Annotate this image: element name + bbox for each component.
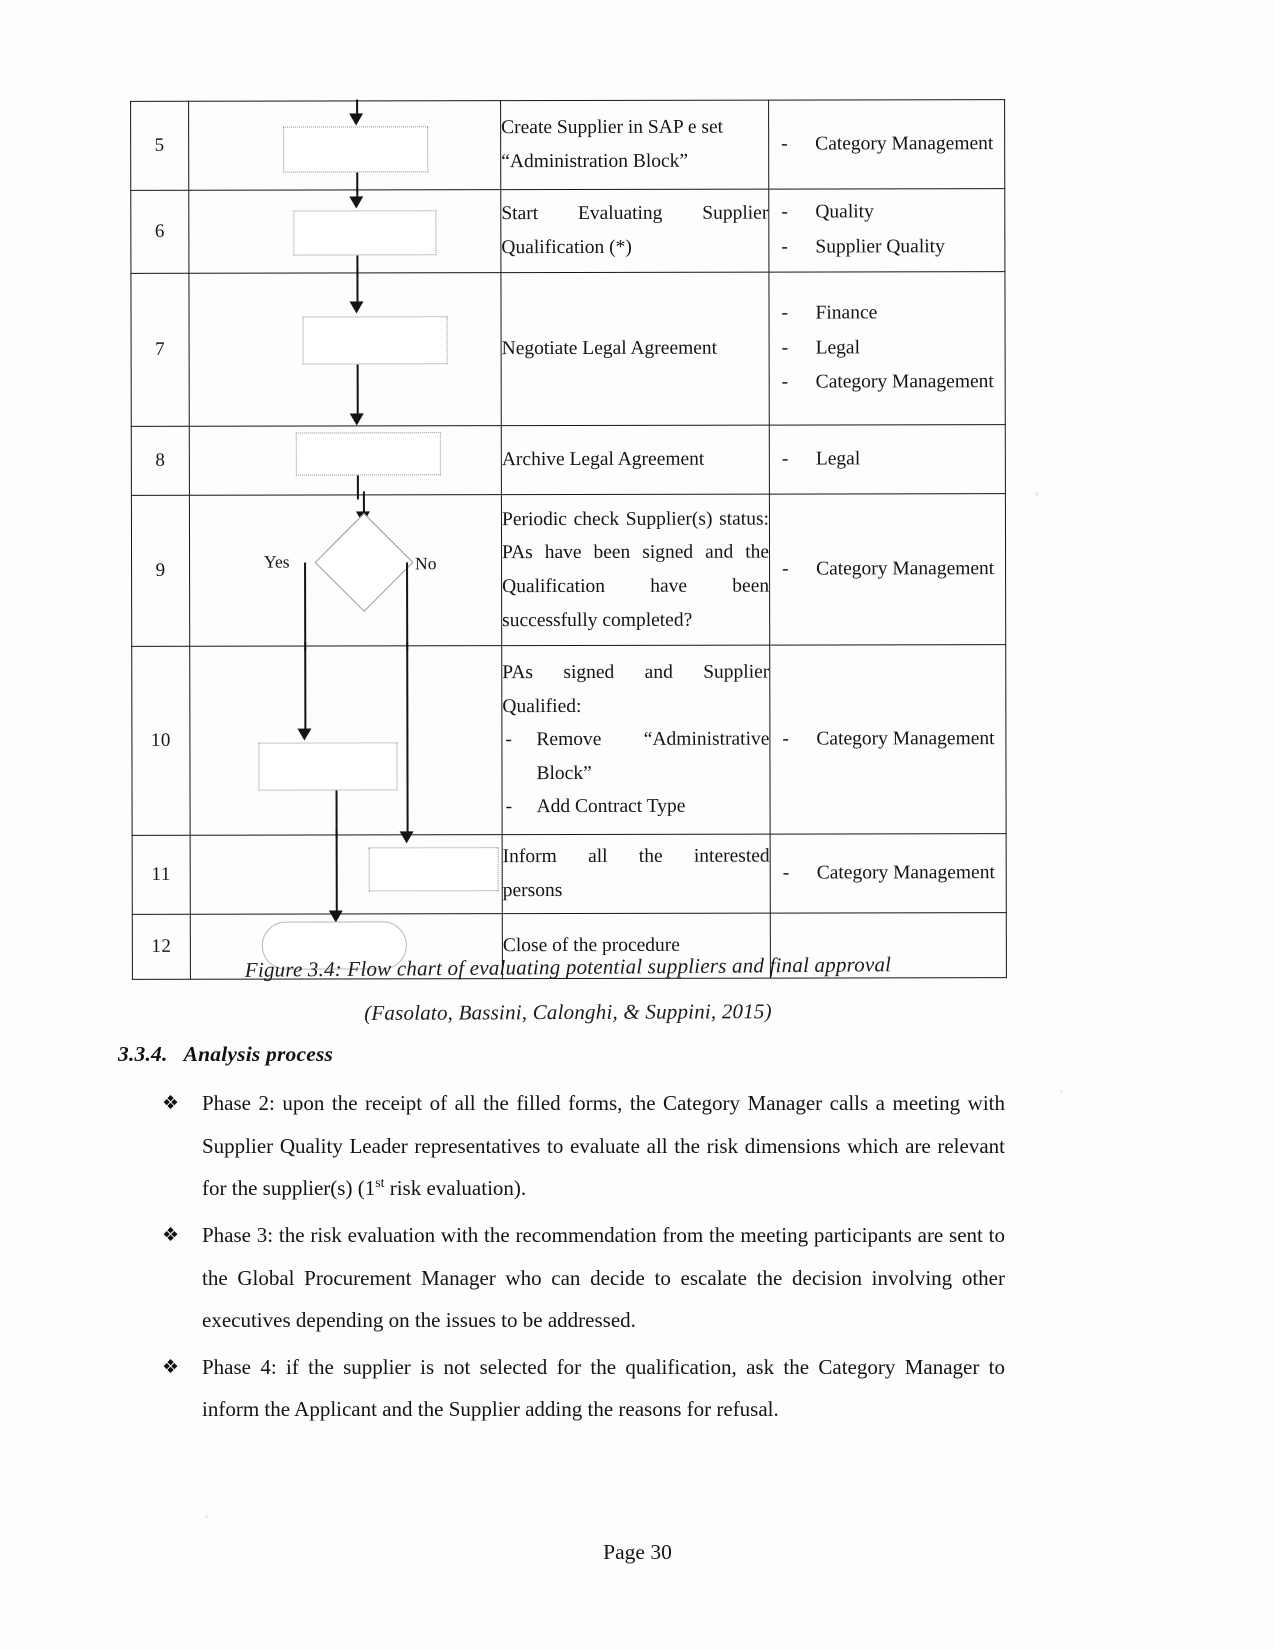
process-box-shape: [258, 742, 397, 790]
list-item: - Category Management: [770, 552, 1005, 587]
flowchart-cell-step-9: [189, 495, 501, 647]
section-title: Analysis process: [183, 1042, 334, 1066]
connector-line-no: [406, 562, 408, 650]
table-row: [132, 834, 1006, 915]
desc-line: Create Supplier in SAP e set: [501, 117, 724, 139]
connector-line: [336, 829, 338, 915]
desc-line: Close of the procedure: [502, 935, 680, 957]
step-description: [501, 189, 769, 273]
desc-line: Qualified:: [502, 695, 582, 717]
step-description: [502, 645, 770, 835]
diamond-bullet-icon: ❖: [162, 1224, 180, 1246]
process-box-shape: [369, 847, 499, 891]
arrowhead-icon: [350, 301, 364, 313]
desc-line: Start Evaluating Supplier: [501, 203, 769, 225]
connector-line: [304, 643, 306, 735]
list-item: - Remove “Administrative Block”: [502, 723, 769, 791]
step-number: 5: [131, 101, 189, 190]
responsible-parties: [769, 272, 1005, 425]
branch-label-yes: Yes: [264, 551, 290, 572]
table-row: [131, 425, 1005, 496]
phase-text-tail: risk evaluation).: [384, 1176, 527, 1201]
arrowhead-icon: [297, 729, 311, 741]
flowchart-cell-step-10: [190, 646, 502, 836]
desc-line: Qualification (*): [501, 236, 632, 259]
flowchart-cell-step-8: [189, 426, 501, 496]
process-box-shape: [283, 126, 428, 172]
step-number: 7: [131, 273, 189, 426]
desc-line: Negotiate Legal Agreement: [501, 337, 718, 360]
flowchart-cell-step-7: [189, 273, 501, 427]
responsible-parties: [769, 100, 1005, 189]
step-number: 8: [131, 426, 189, 495]
page-number-footer: Page 30: [603, 1540, 672, 1564]
table-row: [132, 645, 1006, 836]
list-item: - Add Contract Type: [503, 790, 770, 824]
table-row: [131, 494, 1005, 647]
step-description: [502, 834, 770, 914]
process-box-shape: [303, 316, 448, 364]
connector-line-no-branch: [406, 642, 408, 838]
process-box-shape: [296, 432, 441, 475]
list-item: - Supplier Quality: [769, 230, 1004, 265]
step-number: 11: [132, 835, 190, 914]
step-number: 9: [131, 495, 189, 646]
section-number: 3.3.4.: [118, 1042, 168, 1066]
step-description: [501, 272, 769, 426]
table-row: [131, 100, 1005, 191]
arrowhead-icon: [349, 196, 363, 208]
responsible-parties: [770, 645, 1006, 834]
list-item: - Category Management: [770, 722, 1005, 757]
connector-line: [363, 491, 365, 513]
diamond-bullet-icon: ❖: [162, 1093, 180, 1114]
list-item: - Category Management: [770, 365, 1005, 400]
connector-line-yes: [304, 563, 306, 651]
connector-line: [356, 269, 358, 305]
branch-label-no: No: [415, 553, 437, 574]
flowchart-cell-step-6: [189, 190, 501, 274]
step-description: [501, 425, 769, 495]
ordinal-superscript: st: [375, 1175, 385, 1191]
arrowhead-icon: [350, 413, 364, 425]
desc-line: Inform all the interested: [502, 846, 770, 868]
step-description: [501, 100, 769, 190]
step-number: 12: [132, 914, 190, 979]
figure-caption-line-2: (Fasolato, Bassini, Calonghi, & Suppini, 2015): [364, 999, 772, 1025]
phase-text: Phase 2: upon the receipt of all the filled forms, the Category Manager calls a meeting with Supplier Quality Leader representatives to evaluate all the risk dimensions which are relevant for the supplier(s) (1: [202, 1091, 1005, 1201]
list-item: [160, 1082, 1005, 1210]
flow-chart-table: [130, 99, 1007, 980]
list-item: - Quality: [769, 195, 1004, 230]
scan-speckle: [205, 1515, 208, 1518]
scan-speckle: [1060, 1090, 1063, 1093]
responsible-parties: [769, 494, 1005, 645]
table-row: [131, 272, 1005, 427]
section-heading: [118, 1042, 333, 1067]
flowchart-cell-step-5: [189, 101, 501, 191]
arrowhead-icon: [349, 113, 363, 125]
figure-caption-line-1: Figure 3.4: Flow chart of evaluating potential suppliers and final approval: [244, 952, 892, 982]
list-item: [160, 1346, 1005, 1431]
responsible-parties: [769, 189, 1005, 272]
phase-list: [160, 1082, 1005, 1431]
step-number: 10: [132, 646, 190, 835]
desc-line: persons: [502, 880, 563, 902]
arrowhead-icon: [400, 831, 414, 843]
responsible-parties: [770, 834, 1006, 913]
table-row: [131, 189, 1005, 274]
desc-line: Archive Legal Agreement: [501, 448, 705, 471]
list-item: [160, 1214, 1005, 1342]
diamond-bullet-icon: ❖: [162, 1356, 180, 1378]
flowchart-cell-step-11: [190, 835, 502, 915]
step-number: 6: [131, 190, 189, 273]
scan-speckle: [1035, 492, 1039, 496]
responsible-parties: [769, 425, 1005, 494]
list-item: - Legal: [770, 442, 1005, 477]
list-item: - Finance: [769, 296, 1004, 331]
desc-line: PAs signed and Supplier: [502, 661, 770, 684]
phase-text: Phase 4: if the supplier is not selected for the qualification, ask the Category Manager to inform the Applicant and the Supplier adding the reasons for refusal.: [202, 1354, 1005, 1422]
desc-line: “Administration Block”: [501, 150, 689, 173]
decision-diamond-shape: [315, 513, 414, 612]
list-item: - Category Management: [769, 127, 1004, 162]
phase-text: Phase 3: the risk evaluation with the recommendation from the meeting participants are sent to the Global Procurement Manager who can decide to escalate the decision involving other executives depending on the issues to be addressed.: [202, 1222, 1005, 1333]
process-box-shape: [293, 210, 436, 255]
step-description: Periodic check Supplier(s) status: PAs have been signed and the Qualification have been successfully completed?: [501, 494, 769, 646]
list-item: - Category Management: [771, 856, 1006, 891]
list-item: - Legal: [770, 331, 1005, 366]
